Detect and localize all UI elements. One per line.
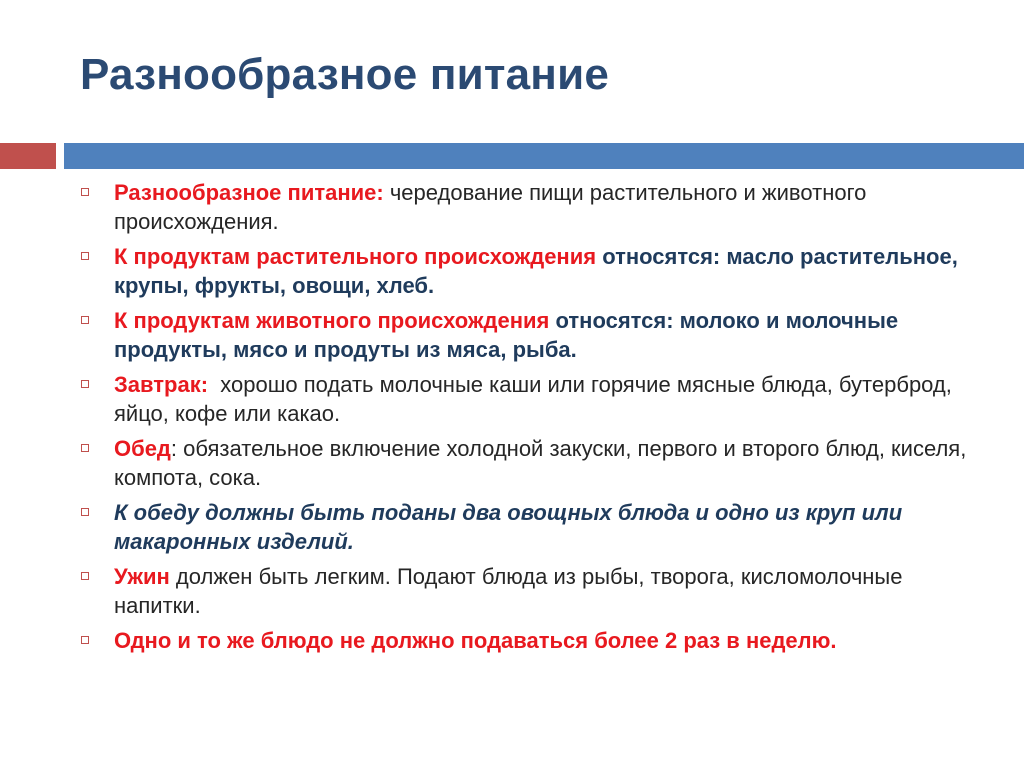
bullet-item-lunch — [80, 434, 980, 492]
square-bullet-icon — [81, 572, 89, 580]
bullet-list — [80, 178, 980, 661]
square-bullet-icon — [81, 508, 89, 516]
bullet-term: Разнообразное питание: — [114, 180, 384, 205]
bullet-term: Ужин — [114, 564, 170, 589]
bullet-text: относятся: молоко и молочные продукты, мясо и продуты из мяса, рыба. — [114, 308, 899, 362]
square-bullet-icon — [81, 252, 89, 260]
square-bullet-icon — [81, 636, 89, 644]
bullet-item-animal-products — [80, 306, 980, 364]
title-divider-red — [0, 143, 56, 169]
square-bullet-icon — [81, 188, 89, 196]
bullet-item-definition — [80, 178, 980, 236]
bullet-term: Обед — [114, 436, 171, 461]
bullet-item-dinner — [80, 562, 980, 620]
square-bullet-icon — [81, 380, 89, 388]
bullet-item-lunch-note — [80, 498, 980, 556]
bullet-item-plant-products — [80, 242, 980, 300]
bullet-text: должен быть легким. Подают блюда из рыбы, творога, кисломолочные напитки. — [114, 564, 903, 618]
bullet-text: Одно и то же блюдо не должно подаваться более 2 раз в неделю. — [114, 628, 837, 653]
bullet-term: К продуктам животного происхождения — [114, 308, 550, 333]
bullet-term: К продуктам растительного происхождения — [114, 244, 597, 269]
bullet-text: хорошо подать молочные каши или горячие мясные блюда, бутерброд, яйцо, кофе или какао. — [114, 372, 959, 426]
bullet-item-breakfast — [80, 370, 980, 428]
bullet-text: чередование пищи растительного и животного происхождения. — [114, 180, 867, 234]
bullet-text: К обеду должны быть поданы два овощных блюда и одно из круп или макаронных изделий. — [114, 500, 903, 554]
square-bullet-icon — [81, 444, 89, 452]
title-divider-blue — [64, 143, 1024, 169]
square-bullet-icon — [81, 316, 89, 324]
slide-title: Разнообразное питание — [80, 50, 609, 99]
bullet-item-rule — [80, 626, 980, 655]
bullet-term: Завтрак: — [114, 372, 209, 397]
bullet-text: относятся: масло растительное, крупы, фрукты, овощи, хлеб. — [114, 244, 958, 298]
bullet-text: : обязательное включение холодной закуски, первого и второго блюд, киселя, компота, сока. — [114, 436, 967, 490]
